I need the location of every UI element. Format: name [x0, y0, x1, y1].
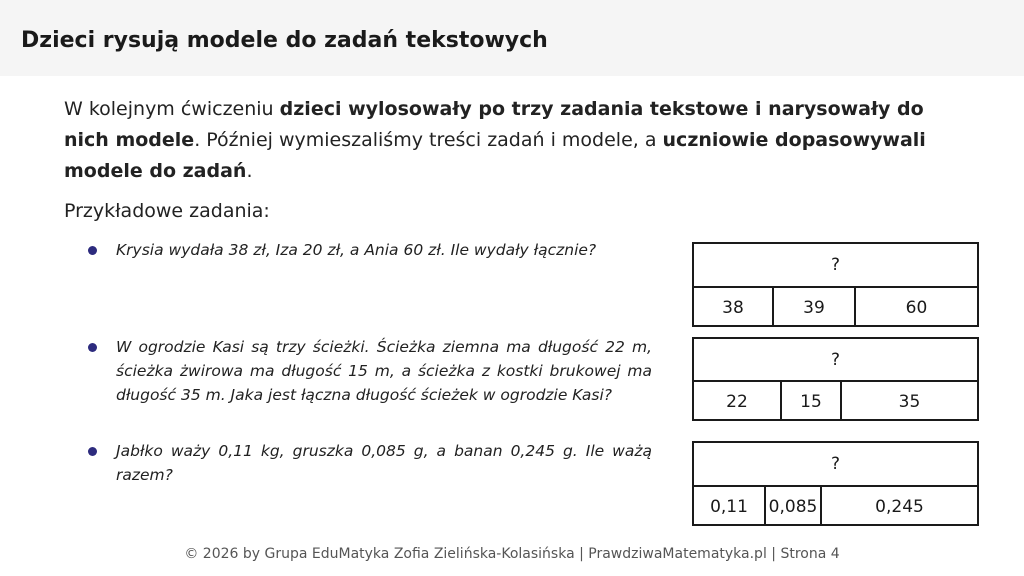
bar-model-part: 22 — [694, 382, 782, 421]
bar-model-part: 15 — [782, 382, 842, 421]
examples-label: Przykładowe zadania: — [64, 200, 270, 222]
task-text: W ogrodzie Kasi są trzy ścieżki. Ścieżka ziemna ma długość 22 m, ścieżka żwirowa ma długość 15 m, a ścieżka z kostki brukowej ma długość 35 m. Jaka jest łączna długość ścieżek w ogrodzie Kasi? — [116, 338, 652, 404]
bar-model-total: ? — [694, 443, 977, 487]
task-item — [92, 335, 652, 407]
task-item — [92, 238, 652, 262]
task-item — [92, 439, 652, 487]
task-text: Jabłko waży 0,11 kg, gruszka 0,085 g, a banan 0,245 g. Ile ważą razem? — [116, 442, 652, 484]
bullet-icon — [88, 246, 97, 255]
intro-bold-text: dzieci wylosowały po trzy zadania tekstowe i narysowały do nich modele — [64, 98, 924, 151]
intro-bold-text: uczniowie dopasowywali modele do zadań — [64, 129, 926, 182]
intro-paragraph — [64, 94, 964, 187]
slide-footer: © 2026 by Grupa EduMatyka Zofia Zielińska-Kolasińska | PrawdziwaMatematyka.pl | Strona 4 — [184, 546, 840, 562]
bar-model-part: 39 — [774, 288, 856, 327]
bullet-icon — [88, 343, 97, 352]
bar-model-total: ? — [694, 244, 977, 288]
slide-header — [0, 0, 1024, 76]
bar-model-part: 60 — [905, 297, 928, 318]
task-text: Krysia wydała 38 zł, Iza 20 zł, a Ania 60 zł. Ile wydały łącznie? — [116, 241, 597, 259]
intro-text: . Później wymieszaliśmy treści zadań i modele, a — [194, 129, 663, 151]
bar-model-part: 0,11 — [694, 487, 766, 526]
bar-model-part: 38 — [694, 288, 774, 327]
bar-model — [692, 441, 979, 526]
slide-title: Dzieci rysują modele do zadań tekstowych — [21, 28, 548, 53]
intro-text: W kolejnym ćwiczeniu — [64, 98, 280, 120]
bullet-icon — [88, 447, 97, 456]
intro-text: . — [246, 160, 253, 182]
bar-model-part: 35 — [898, 391, 921, 412]
bar-model-part: 0,245 — [875, 496, 924, 517]
bar-model-total: ? — [694, 339, 977, 382]
bar-model-part: 0,085 — [766, 487, 822, 526]
bar-model — [692, 242, 979, 327]
bar-model — [692, 337, 979, 421]
